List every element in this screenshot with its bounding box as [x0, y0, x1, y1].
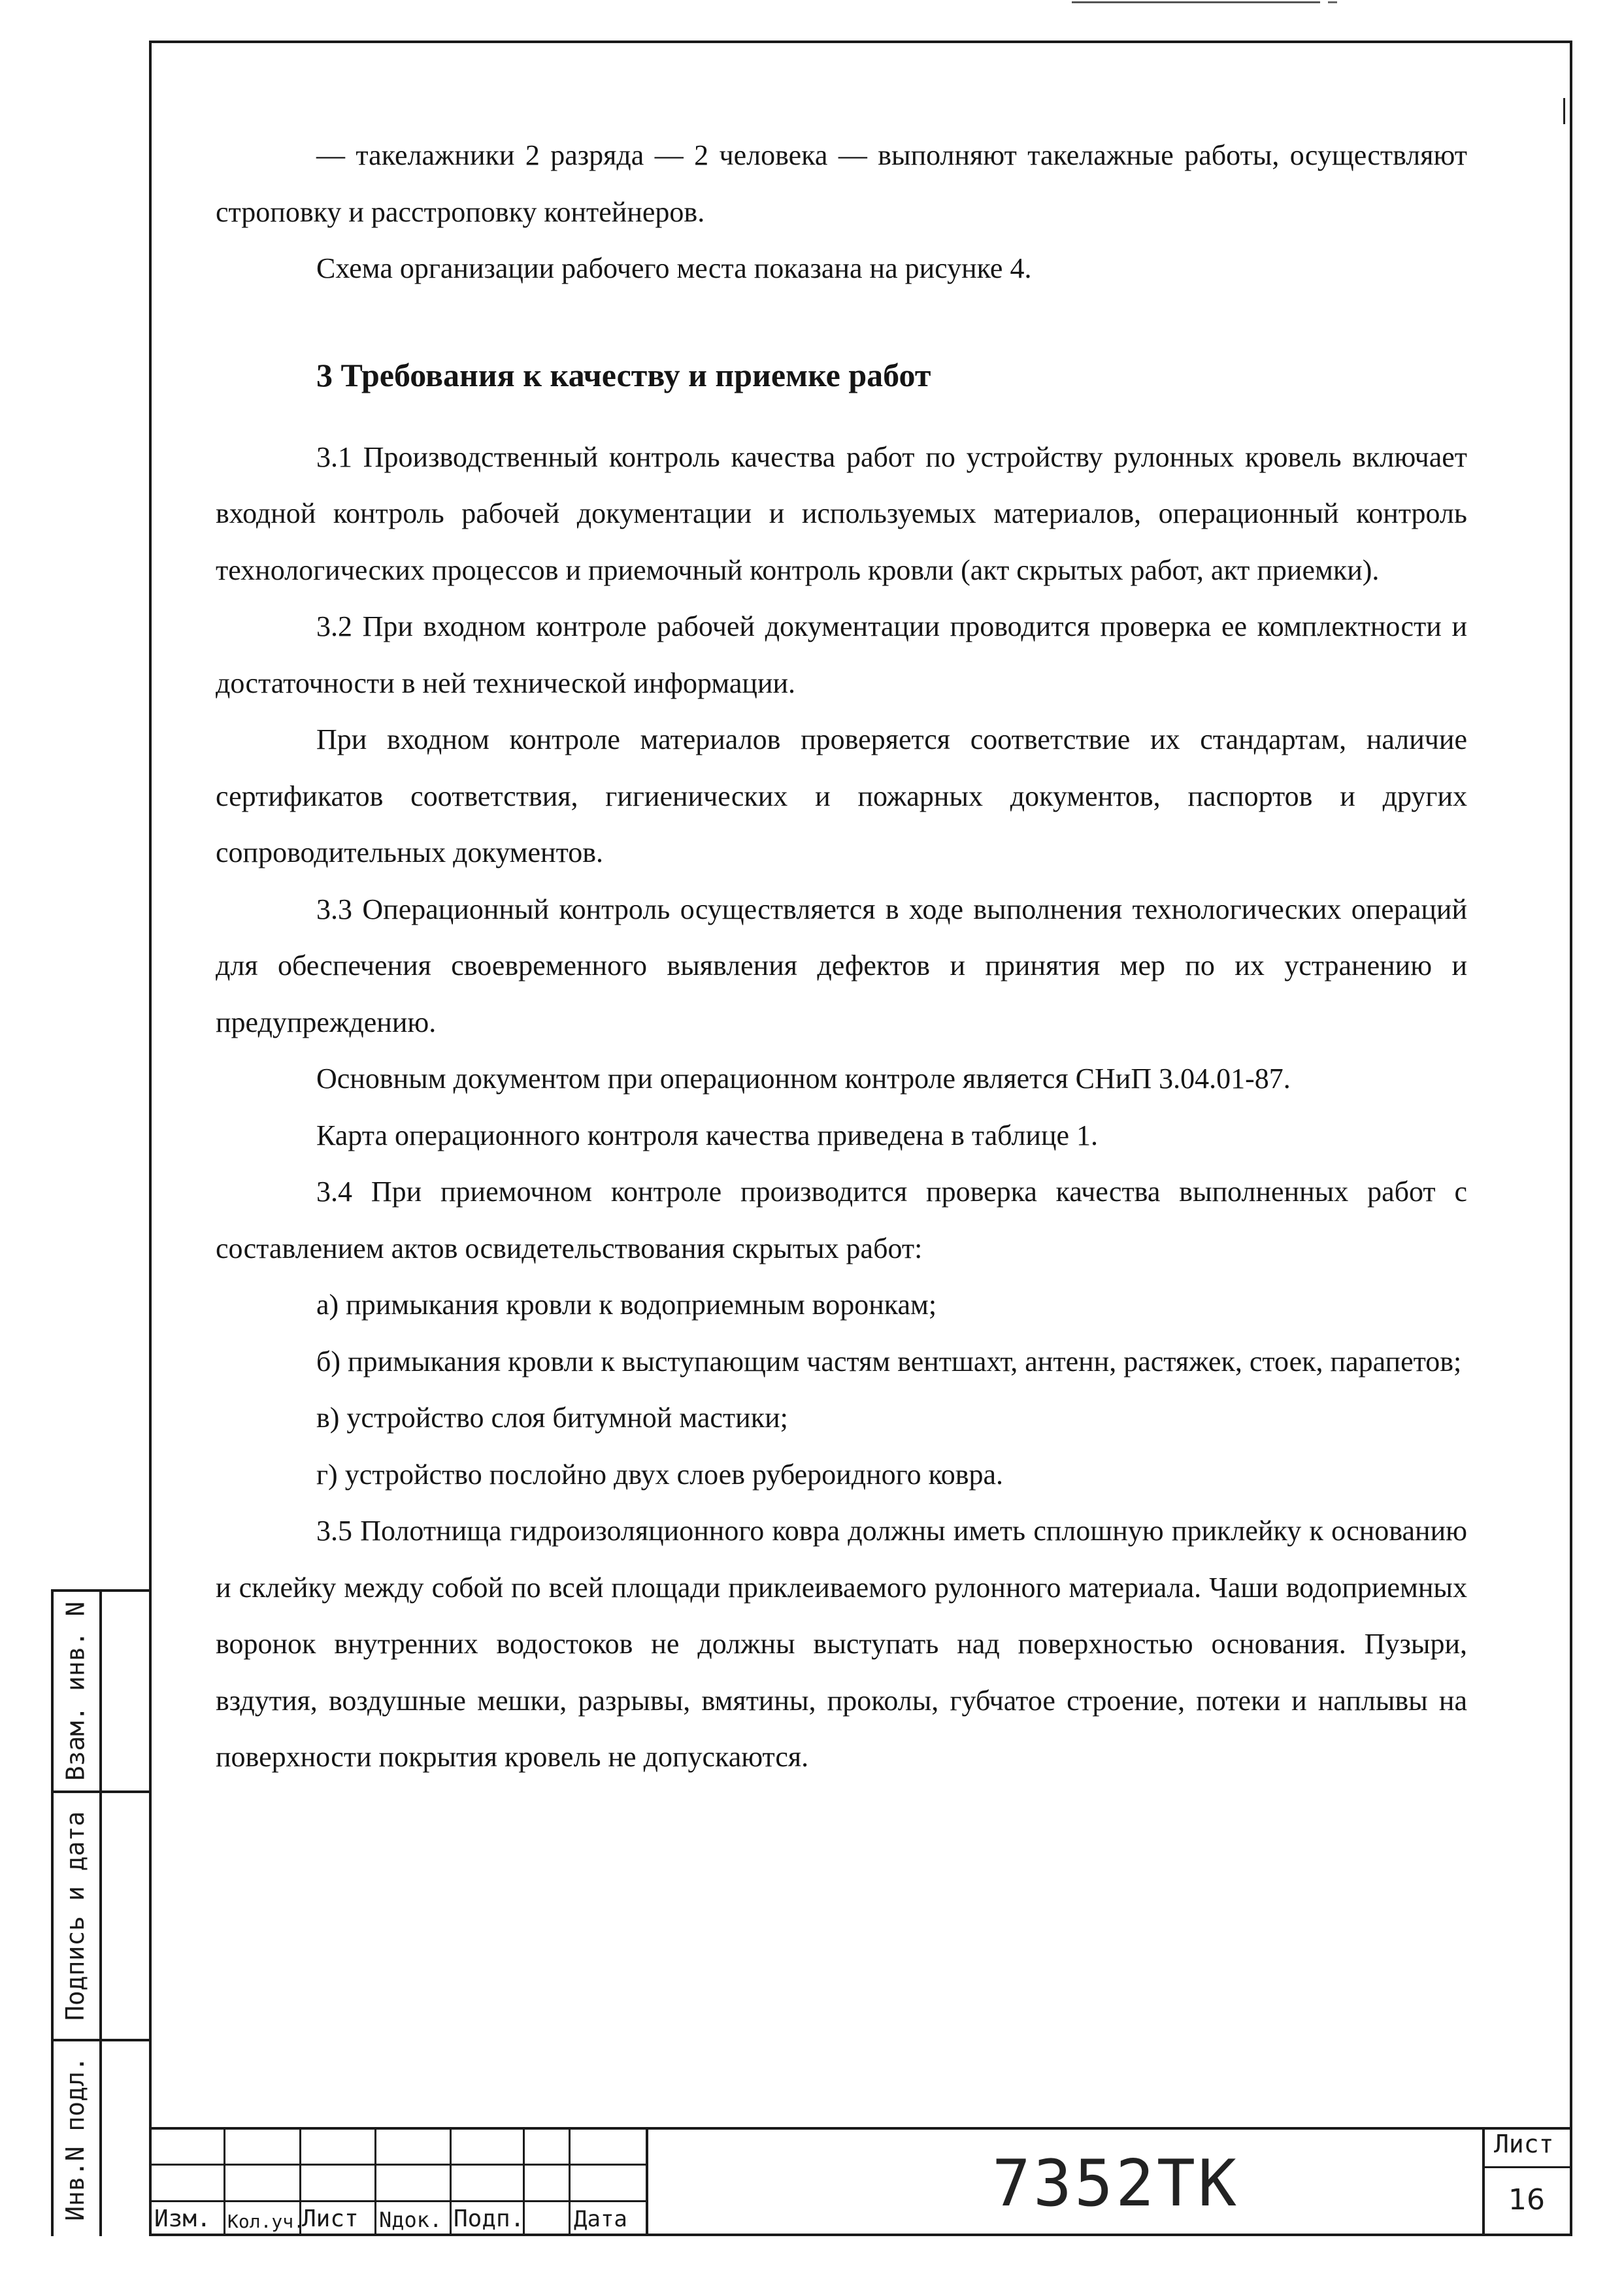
scan-top-mark — [1072, 1, 1320, 3]
list-item-g: г) устройство послойно двух слоев рубероидного ковра. — [316, 1458, 1004, 1491]
title-block — [149, 2127, 1572, 2236]
col-data: Дата — [574, 2206, 627, 2232]
inv-podl-label: Инв.N подл. — [61, 2056, 90, 2221]
frame-edge-mark — [1563, 98, 1565, 124]
list-item-v: в) устройство слоя битумной мастики; — [316, 1402, 788, 1434]
paragraph-3-2: 3.2 При входном контроле рабочей документации проводится проверка ее комплектности и достаточности в ней технической информации. — [216, 610, 1467, 699]
scan-top-tick — [1328, 1, 1337, 3]
paragraph-3-1: 3.1 Производственный контроль качества работ по устройству рулонных кровель включает входной контроль рабочей документации и используемых материалов, операционный контроль технологических процессов и приемочный контроль кровли (акт скрытых работ, акт приемки). — [216, 440, 1467, 586]
list-item-a: а) примыкания кровли к водоприемным воронкам; — [316, 1289, 937, 1321]
section-heading: 3 Требования к качеству и приемке работ — [316, 356, 931, 393]
col-podp: Подп. — [454, 2205, 525, 2232]
sheet-number: 16 — [1508, 2183, 1545, 2217]
paragraph-table-ref: Карта операционного контроля качества приведена в таблице 1. — [316, 1119, 1099, 1151]
paragraph-snip-ref: Основным документом при операционном контроле является СНиП 3.04.01-87. — [316, 1063, 1291, 1095]
col-ndok: Nдок. — [379, 2207, 442, 2232]
vzam-inv-label: Взам. инв. N — [61, 1601, 90, 1781]
list-item-b: б) примыкания кровли к выступающим частям вентшахт, антенн, растяжек, стоек, парапетов; — [316, 1345, 1462, 1377]
sheet-label: Лист — [1494, 2130, 1554, 2158]
col-kol-uch: Кол.уч. — [227, 2211, 305, 2232]
podpis-data-label: Подпись и дата — [61, 1811, 90, 2021]
document-body — [216, 127, 1467, 1786]
paragraph-3-5: 3.5 Полотнища гидроизоляционного ковра должны иметь сплошную приклейку к основанию и склейку между собой по всей площади приклеиваемого рулонного материала. Чаши водоприемных воронок внутренних водостоков не должны выступать над поверхностью основания. Пузыри, вздутия, воздушные мешки, разрывы, вмятины, проколы, губчатое строение, потеки и наплывы на поверхности покрытия кровель не допускаются. — [216, 1515, 1467, 1773]
side-stamp — [51, 1589, 150, 2236]
document-number: 7352ТК — [992, 2147, 1240, 2221]
col-izm: Изм. — [154, 2205, 211, 2232]
paragraph-scheme-ref: Схема организации рабочего места показана на рисунке 4. — [316, 252, 1032, 284]
paragraph-3-3: 3.3 Операционный контроль осуществляется в ходе выполнения технологических операций для обеспечения своевременного выявления дефектов и принятия мер по их устранению и предупреждению. — [216, 893, 1467, 1038]
col-list: Лист — [302, 2205, 359, 2232]
paragraph-3-4: 3.4 При приемочном контроле производится проверка качества выполненных работ с составлением актов освидетельствования скрытых работ: — [216, 1176, 1467, 1264]
paragraph-materials-control: При входном контроле материалов проверяется соответствие их стандартам, наличие сертификатов соответствия, гигиенических и пожарных документов, паспортов и других сопроводительных документов. — [216, 723, 1467, 868]
paragraph-riggers: — такелажники 2 разряда — 2 человека — выполняют такелажные работы, осуществляют строповку и расстроповку контейнеров. — [216, 139, 1467, 228]
